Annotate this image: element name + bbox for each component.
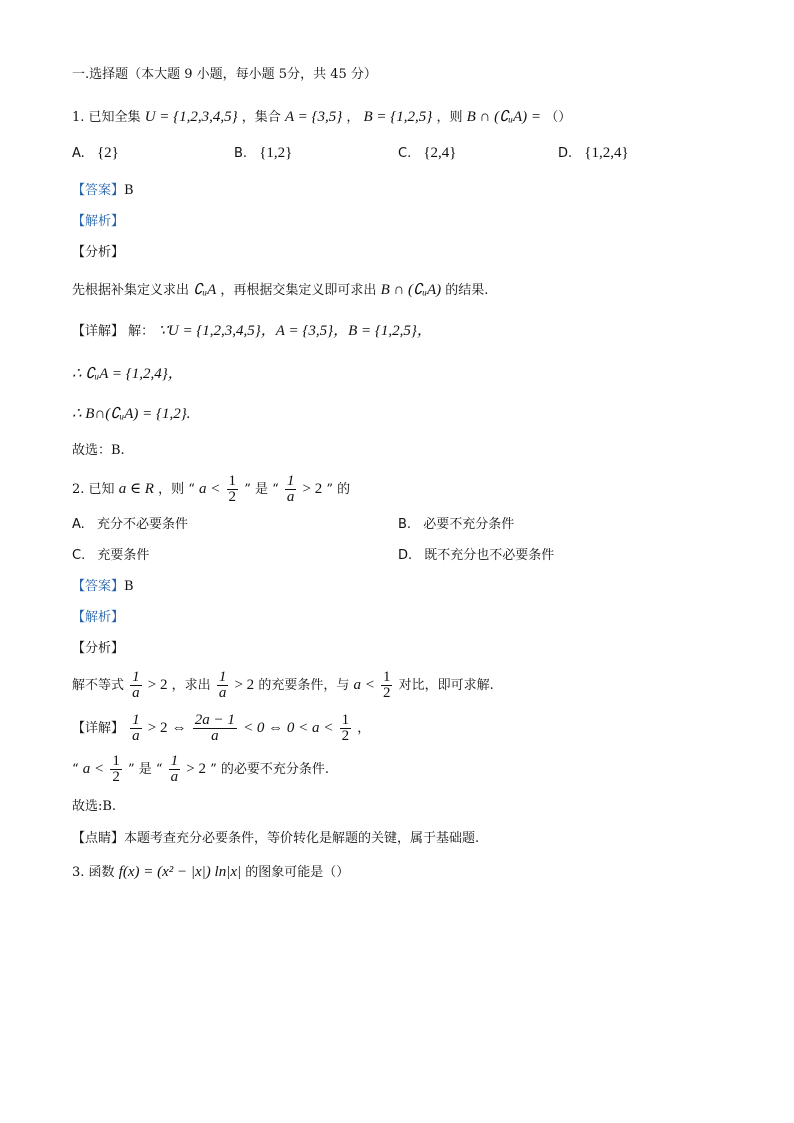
option-label: C. xyxy=(72,548,86,563)
denominator: a xyxy=(132,728,140,744)
denominator: a xyxy=(170,769,179,785)
text: 解不等式 xyxy=(72,678,125,693)
q2-analysis-tag: 【解析】 xyxy=(72,610,125,625)
q2-answer xyxy=(72,578,134,596)
denominator: a xyxy=(286,489,295,505)
option-label: B. xyxy=(234,146,248,161)
math: a < xyxy=(199,481,221,497)
numerator: 1 xyxy=(112,753,120,769)
q2-dianjing xyxy=(72,830,479,848)
math: ∁ᵤA xyxy=(193,282,217,298)
option-label: B. xyxy=(398,517,412,532)
text: 的充要条件，与 xyxy=(258,678,350,693)
numerator: 1 xyxy=(132,712,140,728)
option-value: {1,2,4} xyxy=(584,145,629,161)
option-label: D. xyxy=(398,548,413,563)
q2-fenxi-text xyxy=(72,666,494,705)
numerator: 1 xyxy=(228,473,237,489)
q1-stem xyxy=(72,108,571,127)
option-value: 充分不必要条件 xyxy=(96,517,188,532)
dianjing-text: 本题考查充分必要条件，等价转化是解题的关键，属于基础题. xyxy=(124,831,480,846)
denominator: a xyxy=(132,685,140,701)
q1-prefix: 1. 已知全集 xyxy=(72,110,141,125)
fraction-1-a xyxy=(285,474,297,505)
q1-mid2: ，则 xyxy=(436,110,463,125)
numerator: 2a − 1 xyxy=(194,712,235,728)
fraction-1-a xyxy=(217,670,229,701)
text: ” 是 “ xyxy=(244,482,279,497)
answer-tag: 【答案】 xyxy=(72,183,125,198)
q1-option-d xyxy=(558,144,629,163)
option-value: {2,4} xyxy=(423,145,457,161)
q1-comma: ， xyxy=(346,110,360,125)
text: ” 的 xyxy=(326,482,351,497)
q1-step1: ∴ ∁ᵤA = {1,2,4}， xyxy=(72,366,183,382)
q1-step2: ∴ B∩(∁ᵤA) = {1,2}. xyxy=(72,406,191,422)
text: 的图象可能是（） xyxy=(245,865,350,880)
fraction-1-a xyxy=(130,670,142,701)
option-label: A. xyxy=(72,146,85,161)
q1-expr: B ∩ (∁ᵤA) = xyxy=(466,109,542,125)
q1-set-u: U = {1,2,3,4,5} xyxy=(144,109,238,125)
text: “ xyxy=(72,762,79,777)
q1-option-c xyxy=(398,144,457,163)
q1-blank: （） xyxy=(545,110,572,125)
fraction-1-2 xyxy=(340,713,352,744)
text: 的结果. xyxy=(445,283,489,298)
numerator: 1 xyxy=(132,669,140,685)
text: ， xyxy=(357,721,371,736)
numerator: 1 xyxy=(286,473,295,489)
text: 2. 已知 xyxy=(72,482,115,497)
text: ” 是 “ xyxy=(127,762,163,777)
math: ∵U = {1,2,3,4,5}，A = {3,5}，B = {1,2,5}， xyxy=(158,323,432,339)
denominator: 2 xyxy=(228,489,237,505)
math: f(x) = (x² − |x|) ln|x| xyxy=(118,864,242,880)
q1-fenxi-text xyxy=(72,281,488,300)
denominator: 2 xyxy=(341,728,350,744)
q1-answer xyxy=(72,182,134,200)
q2-option-c xyxy=(72,547,149,565)
answer-tag: 【答案】 xyxy=(72,579,125,594)
option-label: A. xyxy=(72,517,85,532)
fraction-1-a xyxy=(169,754,181,785)
math: a ∈ R xyxy=(118,481,154,497)
section-title: 一.选择题（本大题 9 小题，每小题 5分，共 45 分） xyxy=(72,67,377,82)
option-label: C. xyxy=(398,146,412,161)
q2-conclusion xyxy=(72,750,329,789)
math: a < xyxy=(82,761,105,777)
numerator: 1 xyxy=(218,669,227,685)
detail-tag: 【详解】 xyxy=(72,721,125,736)
text: 先根据补集定义求出 xyxy=(72,283,190,298)
q1-analysis-tag: 【解析】 xyxy=(72,214,125,229)
text: 3. 函数 xyxy=(72,865,115,880)
math: ⇔ xyxy=(171,720,187,736)
text: ” 的必要不充分条件. xyxy=(210,762,330,777)
q2-option-d xyxy=(398,547,554,565)
dianjing-tag: 【点睛】 xyxy=(72,831,125,846)
text: 解： xyxy=(128,324,155,339)
answer-value: B xyxy=(124,183,134,198)
denominator: a xyxy=(218,685,227,701)
fraction-2a-1-over-a xyxy=(193,713,237,744)
q2-fenxi-tag: 【分析】 xyxy=(72,641,125,656)
answer-value: B xyxy=(124,579,134,594)
numerator: 1 xyxy=(341,712,350,728)
q1-mid1: ，集合 xyxy=(241,110,281,125)
math: > 2 xyxy=(186,761,207,777)
detail-tag: 【详解】 xyxy=(72,324,125,339)
q2-stem xyxy=(72,470,350,509)
q2-choose: 故选:B. xyxy=(72,799,117,814)
text: ，求出 xyxy=(171,678,211,693)
q1-option-b xyxy=(234,144,292,163)
option-value: 既不充分也不必要条件 xyxy=(424,548,555,563)
q2-option-a xyxy=(72,516,188,534)
denominator: 2 xyxy=(382,685,391,701)
fraction-1-2 xyxy=(110,754,122,785)
option-value: 充要条件 xyxy=(97,548,150,563)
numerator: 1 xyxy=(382,669,391,685)
fraction-1-2 xyxy=(227,474,239,505)
math: > 2 xyxy=(147,677,168,693)
math: > 2 xyxy=(234,677,255,693)
text: ，再根据交集定义即可求出 xyxy=(220,283,377,298)
option-label: D. xyxy=(558,146,573,161)
math: > 2 xyxy=(302,481,323,497)
numerator: 1 xyxy=(170,753,179,769)
q2-option-b xyxy=(398,516,514,534)
option-value: {2} xyxy=(96,145,119,161)
math: > 2 xyxy=(147,720,168,736)
math: B ∩ (∁ᵤA) xyxy=(380,282,442,298)
denominator: 2 xyxy=(112,769,120,785)
q2-detail xyxy=(72,709,370,748)
q1-option-a xyxy=(72,144,119,163)
q1-set-b: B = {1,2,5} xyxy=(363,109,433,125)
fraction-1-a xyxy=(130,713,142,744)
q1-fenxi-tag: 【分析】 xyxy=(72,245,125,260)
math: < 0 ⇔ 0 < a < xyxy=(243,720,334,736)
text: 对比，即可求解. xyxy=(398,678,494,693)
q1-choose: 故选：B. xyxy=(72,443,125,458)
q1-detail xyxy=(72,322,432,341)
text: ，则 “ xyxy=(158,482,195,497)
denominator: a xyxy=(211,728,219,744)
fraction-1-2 xyxy=(381,670,393,701)
q1-set-a: A = {3,5} xyxy=(284,109,343,125)
option-value: {1,2} xyxy=(259,145,293,161)
option-value: 必要不充分条件 xyxy=(423,517,515,532)
q3-stem xyxy=(72,863,349,882)
math: a < xyxy=(353,677,375,693)
